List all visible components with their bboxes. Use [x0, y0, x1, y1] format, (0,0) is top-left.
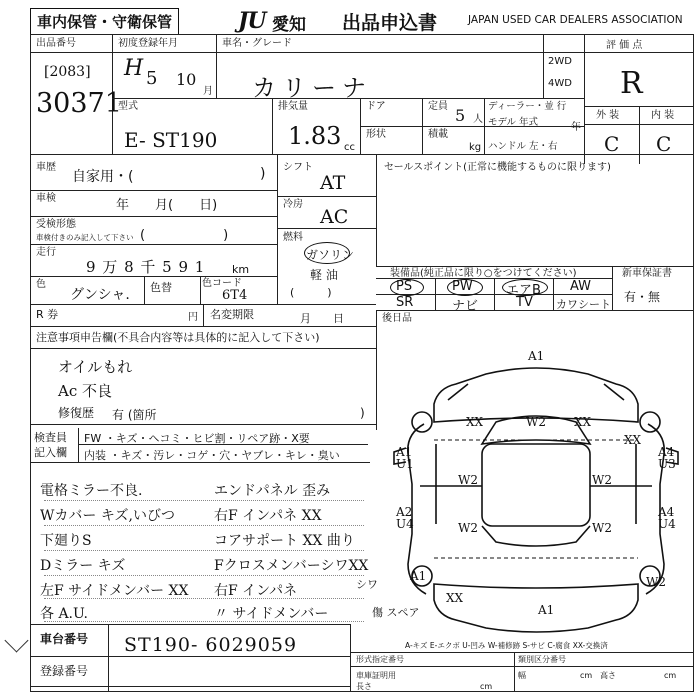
- sales-point-label: セールスポイント(正常に機能するものに限ります): [384, 162, 611, 173]
- capacity-unit: 人: [473, 114, 483, 125]
- car-name: カリーナ: [252, 74, 372, 102]
- history-value: 自家用・(: [72, 169, 134, 185]
- equip-airbag: エアB: [506, 283, 541, 298]
- height-label: 高さ: [600, 671, 616, 680]
- notes-line2: Ac 不良: [58, 382, 113, 400]
- mark-a1-left: A1: [396, 445, 413, 459]
- notes-label: 注意事項申告欄(不具合内容等は具体的に記入して下さい): [36, 331, 320, 344]
- mark-xx-right-front: XX: [574, 415, 592, 429]
- length-label: 長さ: [356, 682, 372, 691]
- mark-xx-right-fender: XX: [624, 433, 642, 447]
- history-close: ): [260, 166, 266, 182]
- lot-number: 30371: [36, 88, 122, 119]
- reg-month: 10: [176, 70, 197, 89]
- capacity-label: 定員: [428, 101, 448, 112]
- fuel-diesel: 軽 油: [310, 268, 338, 282]
- color-code: 6T4: [222, 288, 248, 303]
- lot-sub-number: [2083]: [44, 64, 91, 80]
- year-unit: 年: [571, 122, 581, 133]
- warranty-label: 新車保証書: [622, 268, 672, 279]
- reg-era: H: [124, 56, 144, 81]
- mark-a1-left-rear: A1: [410, 569, 427, 583]
- mark-u3-right: U3: [658, 457, 676, 471]
- name-grade-label: 車名・グレード: [222, 38, 292, 49]
- lot-label: 出品番号: [36, 38, 76, 49]
- mark-w2-roof: W2: [526, 415, 546, 429]
- fuel-other: ( ): [290, 286, 332, 299]
- interior-grade: C: [656, 132, 672, 156]
- name-change-value: 月 日: [300, 312, 344, 325]
- color-change-label: 色替: [150, 281, 172, 294]
- equip-sr: SR: [396, 295, 414, 310]
- equip-airbag-circle: [502, 279, 548, 296]
- equip-leather: カワシート: [556, 298, 611, 311]
- insp-line-13: シワ: [356, 578, 378, 591]
- equip-ps-circle: [390, 279, 424, 296]
- rating-label: 評 価 点: [606, 40, 643, 51]
- insp-line-14: 傷 スペア: [372, 606, 420, 619]
- equipment-label: 装備品(純正品に限り○をつけてください): [390, 268, 577, 279]
- cert-label: 車庫証明用: [356, 671, 396, 680]
- equip-tv: TV: [516, 295, 533, 310]
- rear-seat-label: 後日品: [382, 313, 412, 324]
- insp-line-8: 右F インパネ XX: [214, 508, 322, 524]
- corner-mark: [4, 628, 28, 652]
- displacement-label: 排気量: [278, 101, 308, 112]
- notes-line1: オイルもれ: [58, 358, 133, 376]
- inspection-value: 年 月( 日): [116, 198, 218, 213]
- aircon-value: AC: [320, 206, 349, 228]
- fuel-gas-circle: [304, 242, 350, 264]
- mark-a2-left: A2: [396, 505, 413, 519]
- insp-line-9: コアサポート XX 曲り: [214, 533, 355, 549]
- reg-year: 5: [146, 68, 158, 89]
- exterior-grade: C: [604, 132, 620, 156]
- door-label: ドア: [366, 101, 386, 112]
- displacement-value: 1.83: [288, 122, 342, 150]
- mark-xx-rear-bumper: XX: [446, 591, 464, 605]
- drive-2wd: 2WD: [548, 56, 572, 67]
- chassis-number: ST190- 6029059: [124, 634, 298, 656]
- inspector-label-1: 検査員: [34, 431, 67, 444]
- insp-line-4: Dミラー キズ: [40, 558, 126, 574]
- plate-label: 登録番号: [40, 664, 89, 678]
- cm-unit-3: cm: [664, 671, 677, 680]
- insp-line-6: 各 A.U.: [40, 606, 88, 622]
- fuel-label: 燃料: [283, 232, 303, 243]
- mark-u1-left: U1: [396, 457, 414, 471]
- mark-w2-left-rear: W2: [458, 521, 478, 535]
- org-name: 愛知: [272, 15, 306, 35]
- reg-month-unit: 月: [203, 86, 213, 97]
- mileage-label: 走行: [36, 247, 56, 258]
- mark-a4-right: A4: [658, 445, 675, 459]
- chassis-label: 車台番号: [40, 632, 89, 646]
- insp-line-1: 電格ミラー不良.: [40, 483, 143, 499]
- shift-value: AT: [320, 172, 346, 194]
- mark-w2-right-door: W2: [592, 473, 612, 487]
- color-label: 色: [36, 279, 46, 290]
- rating-score: R: [620, 66, 643, 101]
- color-value: グンシャ.: [70, 287, 130, 303]
- insp-line-3: 下廻りS: [40, 533, 92, 549]
- diagram-legend: A-キズ E-エクボ U-凹み W-補修跡 S-サビ C-腐食 XX-交換済: [405, 641, 608, 650]
- handle-label: ハンドル 左・右: [488, 141, 558, 152]
- reception-label: 受検形態: [36, 219, 76, 230]
- first-reg-label: 初度登録年月: [118, 38, 178, 49]
- mark-w2-right-rear: W2: [592, 521, 612, 535]
- interior-label: 内 装: [651, 110, 675, 121]
- kg-unit: kg: [469, 142, 482, 153]
- category-label: 類別区分番号: [518, 655, 566, 664]
- equip-navi: ナビ: [452, 299, 479, 314]
- exterior-label: 外 装: [596, 110, 620, 121]
- model-year-label: モデル 年式: [488, 117, 539, 128]
- equip-pw-circle: [447, 279, 483, 296]
- mark-a4-right-rear: A4: [658, 505, 675, 519]
- reception-value: ( ): [140, 228, 229, 243]
- width-label: 幅: [518, 671, 526, 680]
- inspector-row2: 内装 ・キズ・汚レ・コゲ・穴・ヤブレ・キレ・臭い: [84, 449, 340, 462]
- equip-ps: PS: [396, 279, 413, 294]
- mark-a1-top: A1: [528, 349, 545, 363]
- yen-unit: 円: [188, 312, 198, 323]
- model-label: 型式: [118, 101, 138, 112]
- repair-close: ): [360, 406, 365, 420]
- reception-note: 車検付きのみ記入して下さい: [36, 233, 134, 242]
- cm-unit-1: cm: [480, 682, 493, 691]
- inspection-label: 車検: [36, 193, 56, 204]
- fuel-gas: ガソリン: [306, 248, 355, 262]
- shift-label: シフト: [283, 162, 313, 173]
- warranty-value: 有・無: [624, 290, 661, 304]
- ju-logo: JU: [238, 8, 266, 34]
- aircon-label: 冷房: [283, 199, 303, 210]
- load-label: 積載: [428, 129, 448, 140]
- repair-label: 修復歴: [58, 406, 95, 420]
- insp-line-2: Wカバー キズ,いびつ: [40, 508, 176, 524]
- model-code: E- ST190: [124, 128, 218, 152]
- equip-aw: AW: [570, 279, 592, 294]
- color-code-label: 色コード: [202, 278, 242, 289]
- mark-w2-left-door: W2: [458, 473, 478, 487]
- history-label: 車歴: [36, 162, 56, 173]
- mileage-value: 9 万 8 千 5 9 1: [86, 258, 206, 276]
- repair-value: 有 (箇所: [112, 408, 157, 422]
- mark-xx-left-front: XX: [466, 415, 484, 429]
- mark-a1-rear: A1: [538, 603, 555, 617]
- shape-label: 形状: [366, 129, 386, 140]
- insp-line-11: 右F インパネ: [214, 583, 298, 599]
- cm-unit-2: cm: [580, 671, 593, 680]
- insp-line-12: 〃 サイドメンバー: [214, 606, 329, 622]
- drive-4wd: 4WD: [548, 78, 572, 89]
- designation-label: 形式指定番号: [356, 655, 404, 664]
- capacity-value: 5: [455, 106, 466, 125]
- dealer-label: ディーラー・並 行: [488, 101, 567, 112]
- insp-line-7: エンドパネル 歪み: [214, 483, 331, 499]
- association-name: JAPAN USED CAR DEALERS ASSOCIATION: [468, 14, 683, 26]
- recycle-label: R 券: [36, 308, 59, 321]
- car-diagram: [376, 344, 694, 638]
- insp-line-10: FクロスメンバーシワXX: [214, 558, 369, 574]
- mark-u4-left: U4: [396, 517, 414, 531]
- km-unit: km: [232, 263, 250, 276]
- inspector-row1: FW ・キズ・ヘコミ・ヒビ割・リペア跡・X要: [84, 432, 310, 445]
- insp-line-5: 左F サイドメンバー XX: [40, 583, 189, 599]
- inspector-label-2: 記入欄: [34, 446, 67, 459]
- mark-w2-right-back: W2: [646, 575, 666, 589]
- storage-chip: 車内保管・守衛保管: [30, 8, 179, 35]
- name-change-label: 名変期限: [210, 308, 254, 321]
- equip-pw: PW: [452, 279, 473, 294]
- doc-title: 出品申込書: [342, 12, 438, 34]
- cc-unit: cc: [344, 142, 355, 153]
- mark-u4-right-rear: U4: [658, 517, 676, 531]
